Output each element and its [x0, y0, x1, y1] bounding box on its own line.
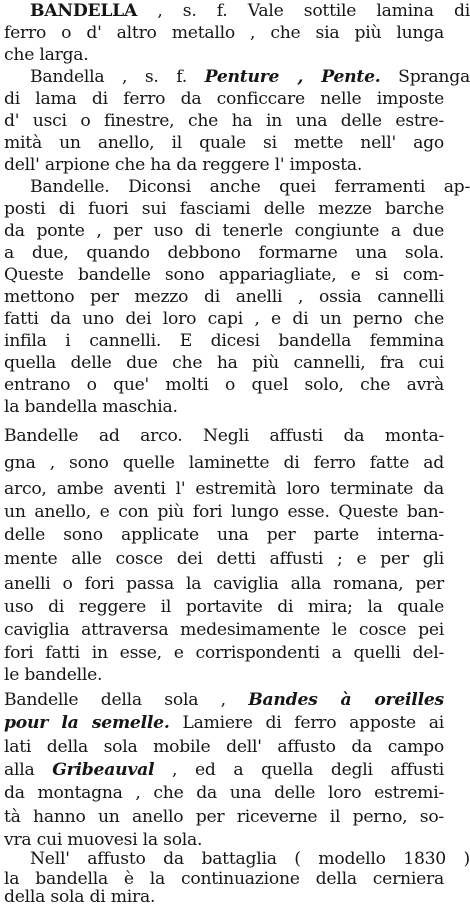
text-run: Bandelle ad arco. Negli affusti da monta- — [4, 426, 444, 446]
text-run: Queste bandelle sono appariagliate, e si com- — [4, 265, 444, 285]
text-run: Bandelle della sola , — [4, 690, 249, 710]
text-run: da montagna , che da una delle loro estremi- — [4, 783, 444, 803]
text-run: Nell' affusto da battaglia ( modello 1830 ) — [30, 849, 470, 869]
text-run: , s. f. Vale sottile lamina di — [137, 1, 470, 21]
text-line — [4, 548, 444, 570]
text-line — [4, 806, 444, 828]
text-line — [4, 176, 470, 198]
text-line — [4, 886, 444, 908]
text-line — [4, 736, 444, 758]
text-line — [4, 242, 444, 264]
text-line — [4, 596, 444, 618]
text-run: che larga. — [4, 45, 89, 65]
text-line — [4, 619, 444, 641]
text-run: fori fatti in esse, e corrispondenti a quelli del- — [4, 643, 444, 663]
text-run: Bandes à oreilles — [248, 690, 444, 710]
text-line — [4, 712, 444, 734]
text-run: Bandella , s. f. — [30, 67, 205, 87]
text-run: mità un anello, il quale si mette nell' ago — [4, 133, 444, 153]
text-line — [4, 524, 444, 546]
text-run: lati della sola mobile dell' affusto da campo — [4, 737, 444, 757]
text-run: le bandelle. — [4, 665, 103, 685]
text-line — [4, 22, 444, 44]
text-run: Spranga — [380, 67, 470, 87]
text-run: a due, quando debbono formarne una sola. — [4, 243, 444, 263]
text-line — [4, 782, 444, 804]
text-line — [4, 452, 444, 474]
text-line — [4, 759, 444, 781]
text-run: della sola di mira. — [4, 887, 156, 907]
text-run: fatti da uno dei loro capi , e di un perno che — [4, 309, 444, 329]
text-line — [4, 0, 470, 22]
text-line — [4, 220, 444, 242]
text-run: mente alle cosce dei detti affusti ; e per gli — [4, 549, 444, 569]
text-line — [4, 308, 444, 330]
text-run: Penture , Pente. — [204, 67, 381, 87]
text-run: da ponte , per uso di tenerle congiunte a due — [4, 221, 444, 241]
text-line — [4, 110, 444, 132]
text-line — [4, 88, 444, 110]
text-run: Lamiere di ferro apposte ai — [169, 713, 444, 733]
text-run: delle sono applicate una per parte interna- — [4, 525, 444, 545]
text-line — [4, 689, 444, 711]
text-run: mettono per mezzo di anelli , ossia cannelli — [4, 287, 444, 307]
text-run: anelli o fori passa la caviglia alla romana, per — [4, 574, 444, 594]
text-line — [4, 286, 444, 308]
text-line — [4, 66, 470, 88]
text-run: la bandella è la continuazione della cerniera — [4, 869, 444, 889]
text-line — [4, 352, 444, 374]
text-line — [4, 198, 444, 220]
text-run: dell' arpione che ha da reggere l' imposta. — [4, 155, 363, 175]
text-run: Bandelle. Diconsi anche quei ferramenti ap- — [30, 177, 470, 197]
text-run: posti di fuori sui fasciami delle mezze barche — [4, 199, 444, 219]
text-run: , ed a quella degli affusti — [154, 760, 444, 780]
text-run: entrano o que' molti o quel solo, che avrà — [4, 375, 444, 395]
text-line — [4, 425, 444, 447]
text-line — [4, 664, 444, 686]
text-line — [4, 132, 444, 154]
text-run: alla — [4, 760, 53, 780]
text-run: ferro o d' altro metallo , che sia più lunga — [4, 23, 444, 43]
text-run: di lama di ferro da conficcare nelle imposte — [4, 89, 444, 109]
text-run: Gribeauval — [52, 760, 155, 780]
text-line — [4, 154, 444, 176]
text-line — [4, 330, 444, 352]
text-line — [4, 642, 444, 664]
text-run: arco, ambe aventi l' estremità loro terminate da — [4, 479, 444, 499]
text-line — [4, 478, 444, 500]
text-line — [4, 44, 444, 66]
text-run: d' usci o finestre, che ha in una delle estre- — [4, 111, 444, 131]
text-run: caviglia attraversa medesimamente le cosce pei — [4, 620, 444, 640]
text-line — [4, 396, 444, 418]
text-run: BANDELLA — [30, 1, 138, 21]
text-run: quella delle due che ha più cannelli, fra cui — [4, 353, 444, 373]
text-run: vra cui muovesi la sola. — [4, 830, 203, 850]
text-run: infila i cannelli. E dicesi bandella femmina — [4, 331, 444, 351]
text-run: tà hanno un anello per riceverne il perno, so- — [4, 807, 444, 827]
text-line — [4, 848, 470, 870]
text-line — [4, 264, 444, 286]
text-run: uso di reggere il portavite di mira; la quale — [4, 597, 444, 617]
text-run: un anello, e con più fori lungo esse. Queste ban- — [4, 502, 444, 522]
text-line — [4, 501, 444, 523]
text-run: pour la semelle. — [4, 713, 170, 733]
text-line — [4, 573, 444, 595]
text-line — [4, 374, 444, 396]
text-run: la bandella maschia. — [4, 397, 178, 417]
text-run: gna , sono quelle laminette di ferro fatte ad — [4, 453, 444, 473]
